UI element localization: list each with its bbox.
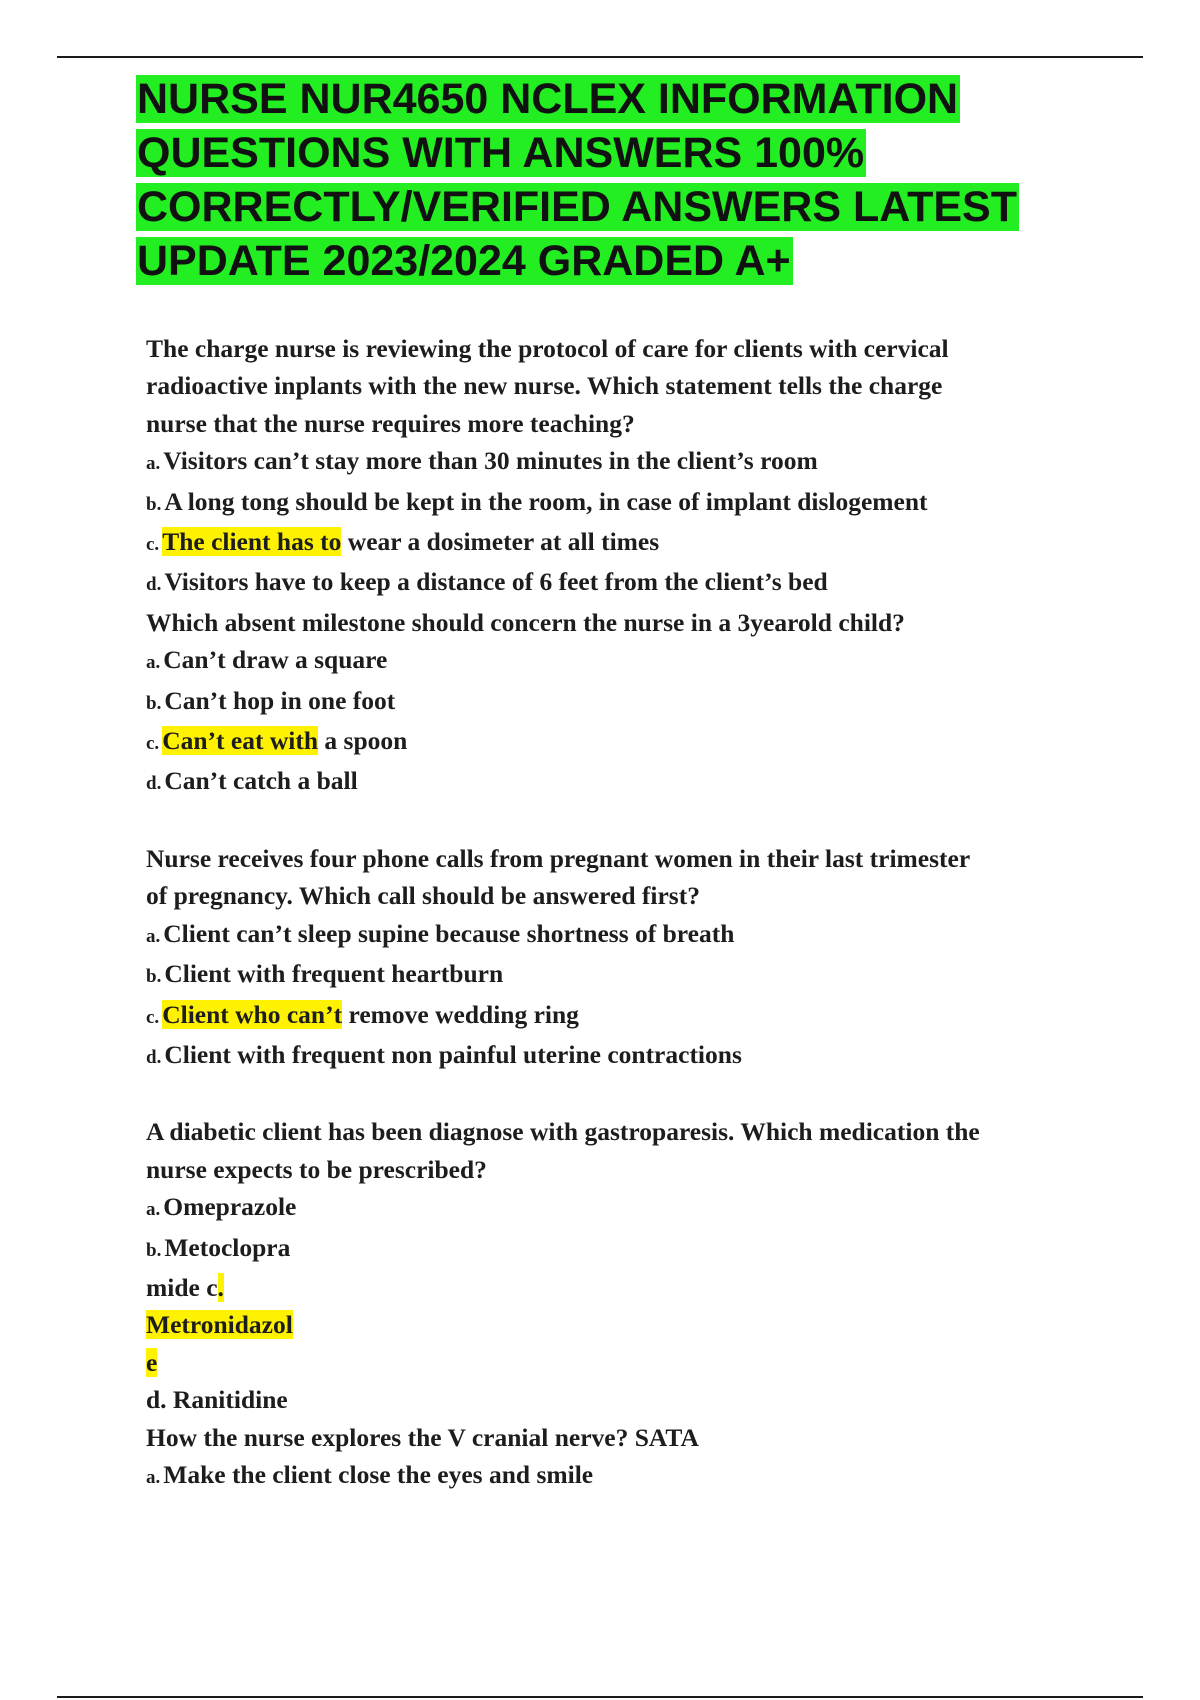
answer-option: [146, 523, 1096, 563]
question-text: of pregnancy. Which call should be answered first?: [146, 881, 700, 911]
highlighted-answer: .: [217, 1272, 224, 1302]
option-letter: a.: [146, 1199, 161, 1221]
option-text: Visitors can’t stay more than 30 minutes in the client’s room: [163, 446, 818, 476]
answer-option: [146, 641, 1096, 681]
document-title: [136, 72, 1136, 288]
answer-option: [146, 955, 1096, 995]
question-5: [146, 1419, 1096, 1497]
option-letter: d.: [146, 1046, 162, 1068]
question-2: [146, 604, 1096, 803]
title-line: NURSE NUR4650 NCLEX INFORMATION: [137, 75, 959, 123]
option-letter: d.: [146, 574, 162, 596]
option-text: Visitors have to keep a distance of 6 feet from the client’s bed: [164, 567, 828, 597]
answer-option: [146, 1456, 1096, 1496]
option-letter: c.: [146, 1006, 160, 1028]
option-text: Can’t draw a square: [163, 645, 388, 675]
option-letter: a.: [146, 652, 161, 674]
questions-body: [146, 330, 1096, 1496]
question-text: A diabetic client has been diagnose with gastroparesis. Which medication the: [146, 1117, 980, 1147]
option-letter: c.: [146, 733, 160, 755]
answer-option: [146, 1306, 1096, 1343]
option-text: Omeprazole: [163, 1192, 297, 1222]
answer-option: [146, 1229, 1096, 1269]
title-line: UPDATE 2023/2024 GRADED A+: [137, 237, 791, 285]
question-text: The charge nurse is reviewing the protocol of care for clients with cervical: [146, 334, 949, 363]
question-text: nurse that the nurse requires more teaching?: [146, 408, 635, 438]
spacer: [146, 803, 1096, 840]
answer-option: [146, 915, 1096, 955]
option-letter: a.: [146, 1466, 161, 1488]
answer-option: [146, 722, 1096, 762]
answer-option: d. Ranitidine: [146, 1385, 288, 1415]
highlighted-answer: Metronidazol: [146, 1310, 293, 1340]
option-text: Client with frequent non painful uterine contractions: [164, 1039, 742, 1069]
answer-option: [146, 996, 1096, 1036]
option-letter: b.: [146, 493, 162, 515]
title-line: QUESTIONS WITH ANSWERS 100%: [137, 129, 865, 177]
question-text: radioactive inplants with the new nurse. Which statement tells the charge: [146, 371, 943, 401]
answer-option: [146, 1036, 1096, 1076]
highlighted-answer: The client has to: [162, 527, 342, 557]
question-4: [146, 1113, 1096, 1418]
top-rule: [57, 56, 1143, 58]
spacer: [146, 1076, 1096, 1113]
option-letter: a.: [146, 925, 161, 947]
option-letter: d.: [146, 773, 162, 795]
option-letter: a.: [146, 453, 161, 475]
question-text: How the nurse explores the V cranial nerve? SATA: [146, 1422, 699, 1452]
bottom-rule: [57, 1696, 1143, 1698]
question-text: nurse expects to be prescribed?: [146, 1154, 487, 1184]
answer-option: [146, 1188, 1096, 1228]
answer-option: [146, 682, 1096, 722]
option-text: Client can’t sleep supine because shortness of breath: [163, 918, 735, 948]
question-1: [146, 330, 1096, 604]
option-letter: b.: [146, 966, 162, 988]
highlighted-answer: Client who can’t: [162, 999, 343, 1029]
answer-option: [146, 442, 1096, 482]
option-letter: b.: [146, 1239, 162, 1261]
option-text: Can’t catch a ball: [164, 766, 358, 796]
question-3: [146, 840, 1096, 1076]
option-text: A long tong should be kept in the room, in case of implant dislogement: [164, 486, 928, 516]
option-text: Make the client close the eyes and smile: [163, 1459, 594, 1489]
option-text: a spoon: [318, 726, 408, 756]
question-text: Nurse receives four phone calls from pregnant women in their last trimester: [146, 843, 971, 873]
option-text: remove wedding ring: [342, 999, 579, 1029]
highlighted-answer: e: [146, 1347, 158, 1377]
title-line: CORRECTLY/VERIFIED ANSWERS LATEST: [137, 183, 1017, 231]
option-text: Client with frequent heartburn: [164, 959, 504, 989]
option-letter: b.: [146, 692, 162, 714]
answer-option: [146, 563, 1096, 603]
option-text: Can’t hop in one foot: [164, 685, 396, 715]
option-text: Metoclopra: [164, 1232, 291, 1262]
highlighted-answer: Can’t eat with: [162, 726, 319, 756]
option-text: wear a dosimeter at all times: [341, 527, 660, 557]
option-letter: c.: [146, 534, 160, 556]
answer-option-wrap: [146, 1344, 1096, 1381]
answer-option: [146, 762, 1096, 802]
answer-option: [146, 483, 1096, 523]
option-text: mide c: [146, 1272, 218, 1302]
question-text: Which absent milestone should concern the nurse in a 3yearold child?: [146, 607, 905, 637]
answer-option-wrap: [146, 1269, 1096, 1306]
